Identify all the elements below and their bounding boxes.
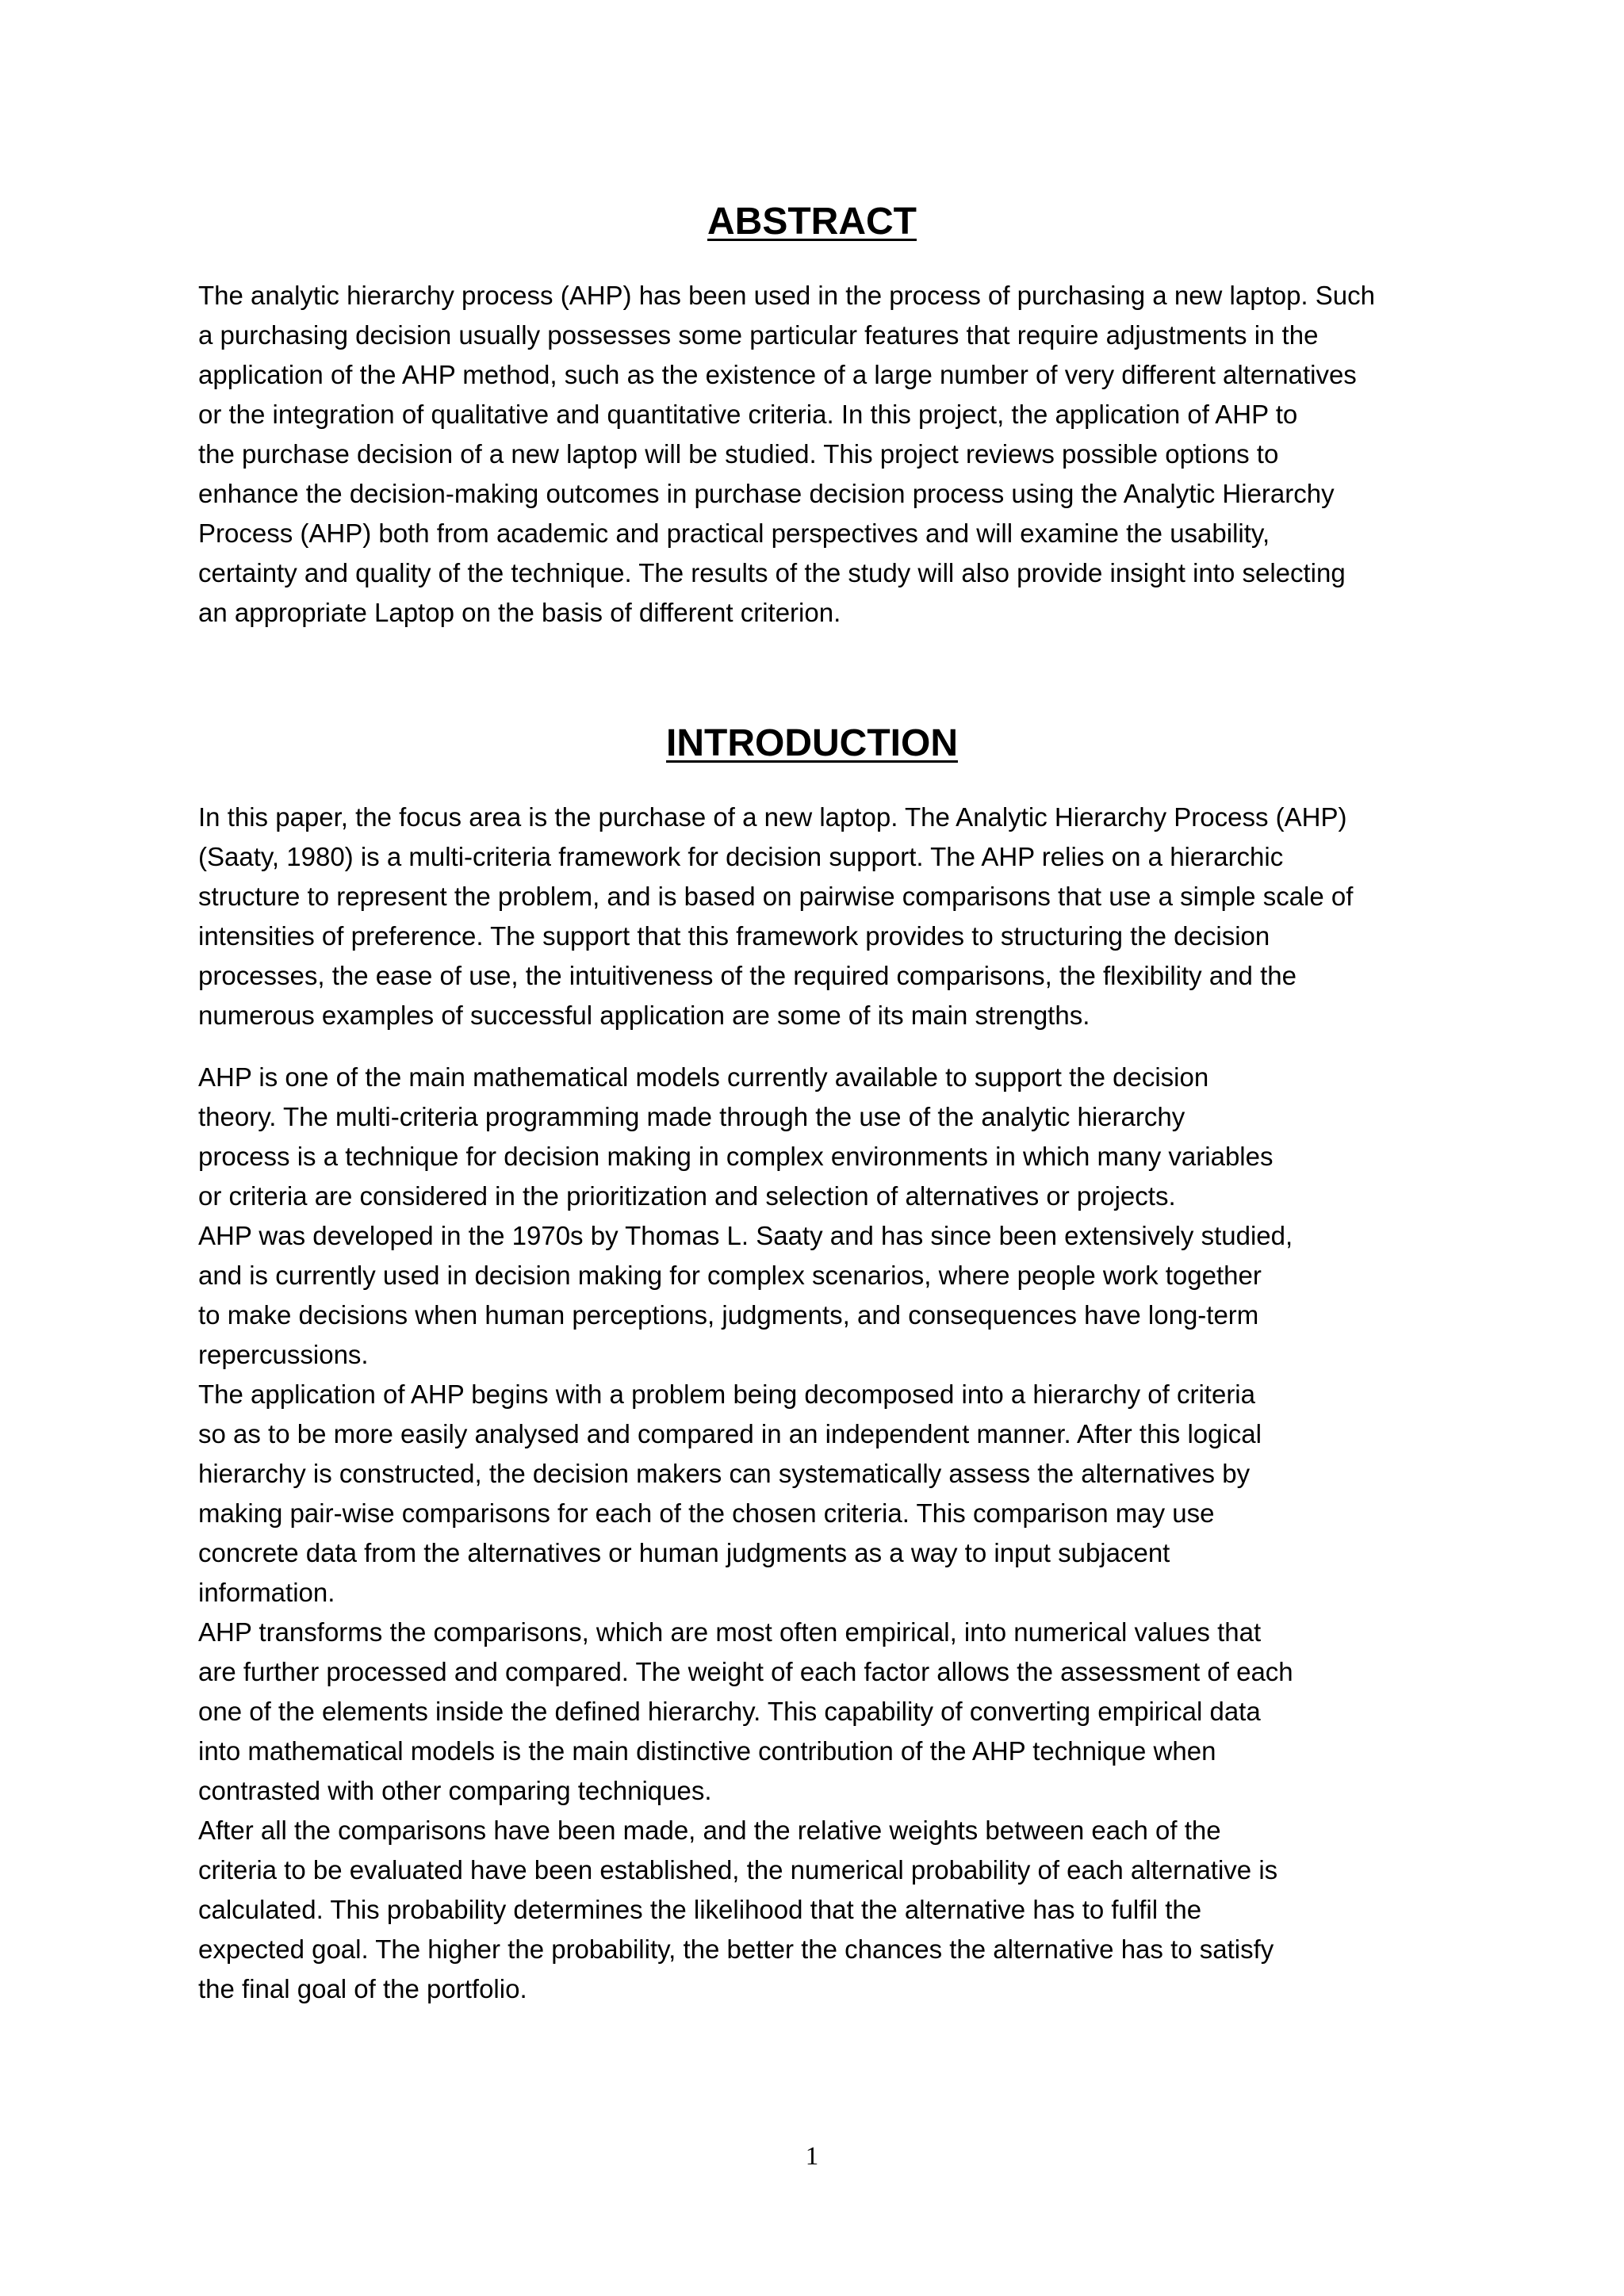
intro-line: structure to represent the problem, and is based on pairwise comparisons that use a simple scale of: [198, 882, 1354, 911]
intro-line: are further processed and compared. The weight of each factor allows the assessment of each: [198, 1657, 1293, 1686]
intro-line: so as to be more easily analysed and compared in an independent manner. After this logical: [198, 1419, 1262, 1448]
intro-line: intensities of preference. The support that this framework provides to structuring the decision: [198, 921, 1270, 951]
intro-line: processes, the ease of use, the intuitiveness of the required comparisons, the flexibility and the: [198, 961, 1297, 990]
introduction-paragraph-1: [198, 798, 1435, 1035]
abstract-heading: ABSTRACT: [707, 201, 917, 243]
intro-line: making pair-wise comparisons for each of the chosen criteria. This comparison may use: [198, 1498, 1215, 1528]
intro-line: (Saaty, 1980) is a multi-criteria framework for decision support. The AHP relies on a hierarchic: [198, 842, 1284, 871]
intro-line: to make decisions when human perceptions, judgments, and consequences have long-term: [198, 1300, 1259, 1330]
intro-line: expected goal. The higher the probability, the better the chances the alternative has to satisfy: [198, 1934, 1274, 1964]
intro-line: In this paper, the focus area is the purchase of a new laptop. The Analytic Hierarchy Process (AHP): [198, 802, 1347, 832]
intro-line: into mathematical models is the main distinctive contribution of the AHP technique when: [198, 1736, 1216, 1766]
abstract-line: the purchase decision of a new laptop will be studied. This project reviews possible options to: [198, 439, 1279, 469]
abstract-line: an appropriate Laptop on the basis of different criterion.: [198, 598, 841, 627]
intro-line: concrete data from the alternatives or human judgments as a way to input subjacent: [198, 1538, 1170, 1567]
abstract-line: or the integration of qualitative and quantitative criteria. In this project, the application of AHP to: [198, 400, 1298, 429]
intro-line: the final goal of the portfolio.: [198, 1974, 527, 2003]
intro-line: After all the comparisons have been made, and the relative weights between each of the: [198, 1816, 1221, 1845]
intro-line: calculated. This probability determines the likelihood that the alternative has to fulfil the: [198, 1895, 1202, 1924]
introduction-paragraph-2: [198, 1058, 1435, 2009]
intro-line: hierarchy is constructed, the decision makers can systematically assess the alternatives by: [198, 1459, 1251, 1488]
intro-line: or criteria are considered in the prioritization and selection of alternatives or projects.: [198, 1181, 1176, 1211]
abstract-line: a purchasing decision usually possesses some particular features that require adjustments in the: [198, 320, 1319, 350]
intro-line: AHP transforms the comparisons, which are most often empirical, into numerical values that: [198, 1617, 1262, 1647]
abstract-line: The analytic hierarchy process (AHP) has been used in the process of purchasing a new laptop. Such: [198, 281, 1375, 310]
intro-line: theory. The multi-criteria programming made through the use of the analytic hierarchy: [198, 1102, 1185, 1131]
intro-line: and is currently used in decision making for complex scenarios, where people work together: [198, 1261, 1262, 1290]
intro-line: information.: [198, 1578, 335, 1607]
intro-line: criteria to be evaluated have been established, the numerical probability of each alternative is: [198, 1855, 1278, 1885]
intro-line: AHP was developed in the 1970s by Thomas L. Saaty and has since been extensively studied,: [198, 1221, 1293, 1250]
abstract-line: certainty and quality of the technique. The results of the study will also provide insight into selecting: [198, 558, 1346, 587]
intro-line: AHP is one of the main mathematical models currently available to support the decision: [198, 1062, 1209, 1092]
abstract-paragraph: [198, 276, 1435, 633]
intro-line: one of the elements inside the defined hierarchy. This capability of converting empirical data: [198, 1697, 1261, 1726]
intro-line: process is a technique for decision making in complex environments in which many variables: [198, 1142, 1274, 1171]
intro-line: repercussions.: [198, 1340, 369, 1369]
introduction-heading: INTRODUCTION: [666, 722, 958, 764]
abstract-line: application of the AHP method, such as the existence of a large number of very different alternatives: [198, 360, 1357, 389]
page-number: 1: [805, 2142, 819, 2171]
abstract-line: enhance the decision-making outcomes in purchase decision process using the Analytic Hierarchy: [198, 479, 1335, 508]
intro-line: The application of AHP begins with a problem being decomposed into a hierarchy of criteria: [198, 1380, 1255, 1409]
intro-line: contrasted with other comparing techniques.: [198, 1776, 712, 1805]
intro-line: numerous examples of successful application are some of its main strengths.: [198, 1001, 1090, 1030]
abstract-line: Process (AHP) both from academic and practical perspectives and will examine the usability,: [198, 519, 1270, 548]
